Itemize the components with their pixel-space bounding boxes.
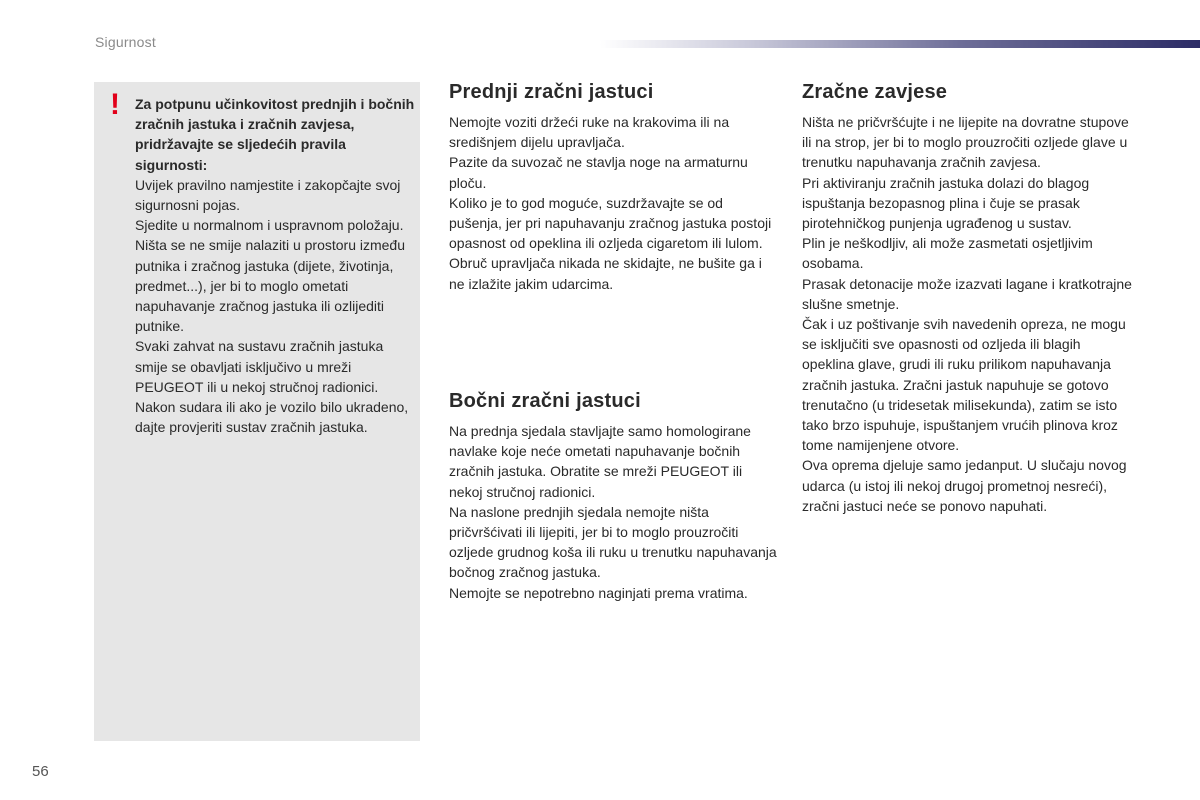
warning-paragraph: Nakon sudara ili ako je vozilo bilo ukradeno, dajte provjeriti sustav zračnih jastuka. [135, 399, 409, 436]
front-airbags-body [449, 112, 779, 294]
curtain-airbags-paragraph: Ova oprema djeluje samo jedanput. U slučaju novog udarca (u istoj ili nekoj drugoj prometnoj nesreći), zračni jastuci neće se ponovo napuhati. [802, 457, 1127, 514]
section-label: Sigurnost [95, 34, 156, 50]
side-airbags-paragraph: Nemojte se nepotrebno naginjati prema vratima. [449, 584, 748, 601]
exclamation-icon: ! [110, 88, 120, 121]
header-gradient-bar [600, 40, 1200, 48]
side-airbags-body [449, 421, 779, 603]
curtain-airbags-heading: Zračne zavjese [802, 81, 948, 103]
front-airbags-section [449, 81, 779, 294]
curtain-airbags-paragraph: Pri aktiviranju zračnih jastuka dolazi do blagog ispuštanja bezopasnog plina i čuje se prasak pirotehničkog punjenja ugrađenog u sustav. [802, 174, 1090, 232]
front-airbags-paragraph: Koliko je to god moguće, suzdržavajte se od pušenja, jer pri napuhavanju zračnog jastuka postoji opasnost od opeklina ili ozljeda cigaretom ili lulom. [449, 194, 772, 252]
front-airbags-heading: Prednji zračni jastuci [449, 81, 654, 103]
warning-title: Za potpunu učinkovitost prednjih i bočnih zračnih jastuka i zračnih zavjesa, pridržavajte se sljedećih pravila sigurnosti: [135, 96, 415, 173]
side-airbags-paragraph: Na naslone prednjih sjedala nemojte ništa pričvršćivati ili lijepiti, jer bi to moglo prouzročiti ozljede grudnog koša ili ruku u trenutku napuhavanja bočnog zračnog jastuka. [449, 503, 777, 581]
warning-paragraph: Sjedite u normalnom i uspravnom položaju. [135, 217, 404, 234]
side-airbags-heading: Bočni zračni jastuci [449, 390, 641, 412]
curtain-airbags-paragraph: Plin je neškodljiv, ali može zasmetati osjetljivim osobama. [802, 235, 1093, 272]
curtain-airbags-paragraph: Ništa ne pričvršćujte i ne lijepite na dovratne stupove ili na strop, jer bi to moglo prouzročiti ozljede glave u trenutku napuhavanja zračnih zavjesa. [802, 114, 1129, 171]
curtain-airbags-paragraph: Prasak detonacije može izazvati lagane i kratkotrajne slušne smetnje. [802, 275, 1132, 312]
curtain-airbags-body [802, 112, 1132, 516]
side-airbags-section [449, 390, 779, 603]
warning-paragraph: Svaki zahvat na sustavu zračnih jastuka smije se obavljati isključivo u mreži PEUGEOT ili u nekoj stručnoj radionici. [135, 338, 384, 395]
warning-paragraph: Ništa se ne smije nalaziti u prostoru između putnika i zračnog jastuka (dijete, životinja, predmet...), jer bi to moglo ometati napuhavanje zračnog jastuka ili ozlijediti putnike. [135, 237, 406, 335]
warning-text [135, 94, 415, 437]
front-airbags-paragraph: Pazite da suvozač ne stavlja noge na armaturnu ploču. [449, 154, 748, 191]
front-airbags-paragraph: Nemojte voziti držeći ruke na krakovima ili na središnjem dijelu upravljača. [449, 114, 730, 151]
curtain-airbags-paragraph: Čak i uz poštivanje svih navedenih opreza, ne mogu se isključiti sve opasnosti od ozljeda ili blagih opeklina glave, grudi ili ruku prilikom napuhavanja zračnih jastuka. Zračni jastuk napuhuje se gotovo trenutačno (u tridesetak milisekunda), zatim se isto tako brzo ispuhuje, ispuštanjem vrućih plinova kroz tome namijenjene otvore. [802, 316, 1126, 454]
side-airbags-paragraph: Na prednja sjedala stavljajte samo homologirane navlake koje neće ometati napuhavanje bočnih zračnih jastuka. Obratite se mreži PEUGEOT ili nekoj stručnoj radionici. [449, 423, 751, 500]
curtain-airbags-section [802, 81, 1132, 516]
front-airbags-paragraph: Obruč upravljača nikada ne skidajte, ne bušite ga i ne izlažite jakim udarcima. [449, 255, 762, 292]
page-number: 56 [32, 763, 49, 780]
warning-paragraph: Uvijek pravilno namjestite i zakopčajte svoj sigurnosni pojas. [135, 176, 401, 214]
